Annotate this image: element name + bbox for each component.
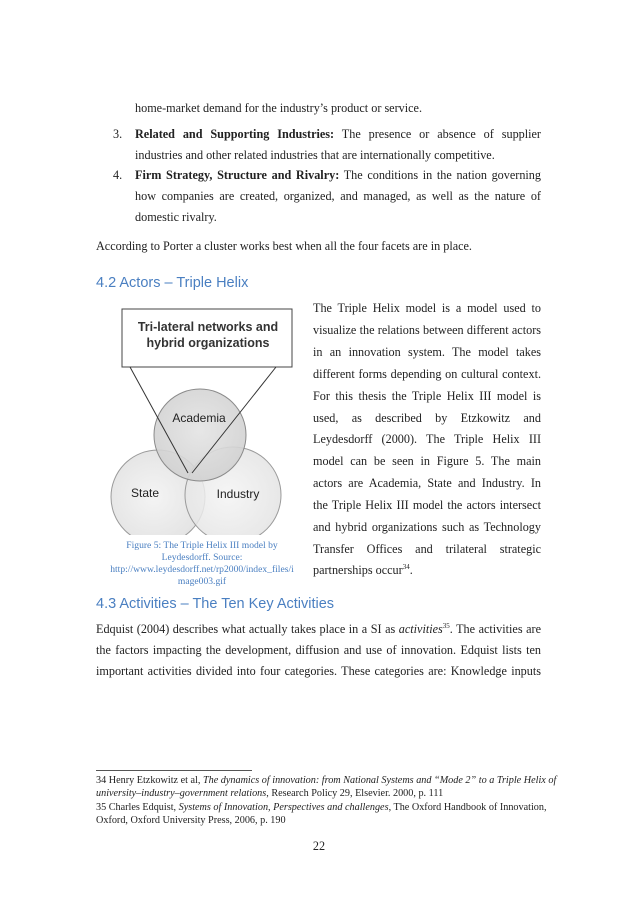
- section-4-2-line: in an innovation system. The model takes: [313, 344, 541, 359]
- figure-caption-line4: mage003.gif: [177, 576, 227, 587]
- section-4-2-line: The Triple Helix model is a model used to: [313, 301, 541, 315]
- list-item-4-term: Firm Strategy, Structure and Rivalry:: [135, 168, 340, 182]
- list-item-4-line3: domestic rivalry.: [135, 210, 217, 224]
- list-item-4-line2: how companies are created, organized, and managed, as well as the nature of: [135, 189, 541, 203]
- section-4-3-line3: important activities divided into four categories. These categories are: Knowledge inputs: [96, 664, 541, 678]
- porter-summary: According to Porter a cluster works best when all the four facets are in place.: [96, 239, 472, 253]
- heading-4-3: 4.3 Activities – The Ten Key Activities: [96, 596, 335, 612]
- heading-4-2: 4.2 Actors – Triple Helix: [96, 275, 249, 291]
- footnote-ref-34[interactable]: 34: [402, 562, 410, 571]
- list-item-2-continuation: home-market demand for the industry’s product or service.: [135, 101, 422, 115]
- section-4-2-line: Transfer Offices and trilateral strategic: [313, 541, 541, 556]
- figure-caption-line1: Figure 5: The Triple Helix III model by: [126, 540, 278, 551]
- footnote-35-line1: 35 Charles Edquist, Systems of Innovation, Perspectives and challenges, The Oxford Handbook of Innovation,: [96, 802, 547, 813]
- figure-caption-source-url[interactable]: http://www.leydesdorff.net/rp2000/index_files/i: [110, 564, 294, 575]
- list-item-3-line1: Related and Supporting Industries: The presence or absence of supplier: [135, 127, 541, 141]
- footnote-35-line2: Oxford, Oxford University Press, 2006, p. 190: [96, 815, 286, 826]
- section-4-2-line: and hybrid organizations such as Technology: [313, 520, 541, 534]
- state-label: State: [130, 486, 160, 500]
- section-4-2-last-line: partnerships occur$^{34}$.: [313, 562, 413, 577]
- footnote-34-line2: university–industry–government relations, Research Policy 29, Elsevier. 2000, p. 111: [96, 788, 444, 799]
- section-4-2-line: actors are Academia, State and Industry. In: [313, 476, 541, 491]
- section-4-2-line: model can be seen in Figure 5. The main: [313, 454, 541, 469]
- section-4-2-line: different forms depending on cultural context.: [313, 366, 541, 381]
- triple-helix-diagram: [108, 305, 308, 535]
- box-label-line2: hybrid organizations: [146, 336, 270, 350]
- footnote-34-line1: 34 Henry Etzkowitz et al, The dynamics of innovation: from National Systems and “Mode 2” to a Triple Helix of: [96, 775, 557, 786]
- box-label-line1: Tri-lateral networks and: [137, 320, 279, 334]
- footnote-separator: [96, 770, 252, 771]
- page-number: 22: [312, 839, 326, 853]
- academia-circle: [154, 389, 246, 481]
- list-item-4-line1: Firm Strategy, Structure and Rivalry: The conditions in the nation governing: [135, 168, 541, 182]
- figure-caption-line2: Leydesdorff. Source:: [161, 552, 243, 563]
- list-number-4: 4.: [113, 168, 123, 182]
- list-item-3-term: Related and Supporting Industries:: [135, 127, 335, 141]
- footnote-ref-35[interactable]: 35: [442, 621, 450, 630]
- section-4-2-line: Leydesdorff (2000). The Triple Helix III: [313, 432, 541, 447]
- section-4-2-line: For this thesis the Triple Helix III model is: [313, 388, 541, 403]
- list-number-3: 3.: [113, 127, 123, 141]
- section-4-2-line: visualize the relations between different actors: [313, 322, 541, 337]
- section-4-2-line: the Triple Helix III model the actors intersect: [313, 498, 541, 513]
- section-4-3-line1: Edquist (2004) describes what actually takes place in a SI as activities$^{35}$. The activities are: [96, 621, 541, 636]
- academia-label: Academia: [172, 411, 226, 425]
- industry-label: Industry: [216, 487, 260, 501]
- section-4-3-line2: the factors impacting the development, diffusion and use of innovation. Edquist lists ten: [96, 643, 541, 657]
- triple-helix-figure: [108, 305, 308, 535]
- list-item-3-line2: industries and other related industries that are internationally competitive.: [135, 148, 495, 162]
- section-4-2-line: used, as described by Etzkowitz and: [313, 410, 541, 425]
